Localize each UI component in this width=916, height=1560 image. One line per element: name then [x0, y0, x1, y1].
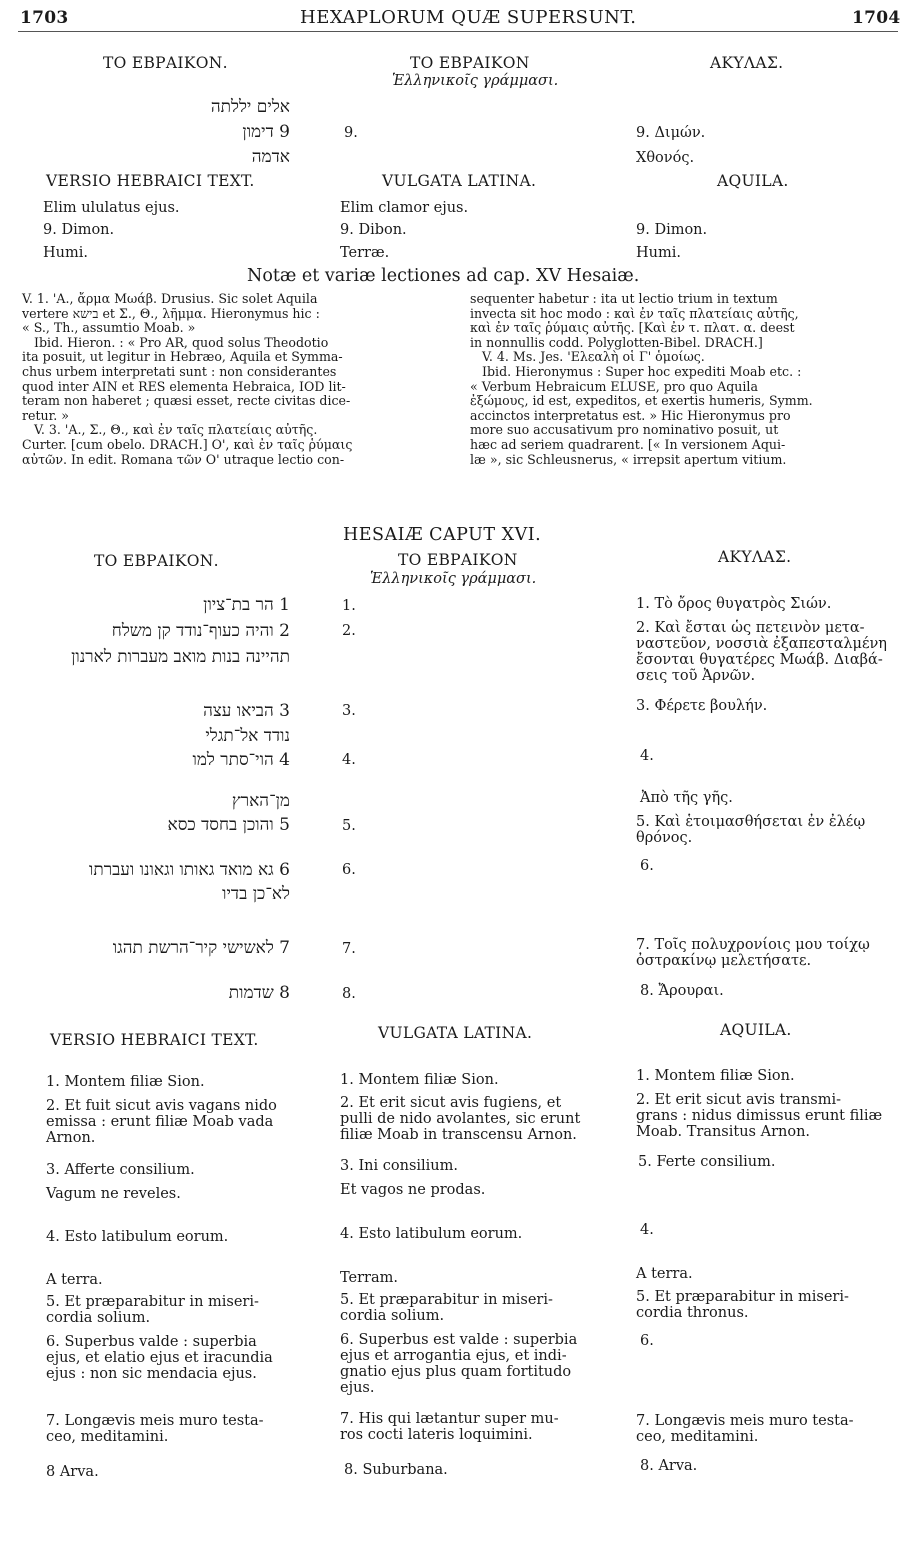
- vulgata-verse: Terram.: [340, 1270, 398, 1286]
- notes-title: Notæ et variæ lectiones ad cap. XV Hesaiæ.: [247, 266, 640, 286]
- versio-verse: 2. Et fuit sicut avis vagans nido emissa : erunt filiæ Moab vada Arnon.: [46, 1098, 277, 1146]
- running-title: HEXAPLORUM QUÆ SUPERSUNT.: [300, 7, 637, 28]
- transliteration-verse: 1.: [342, 598, 356, 614]
- aquila-greek-verse: 6.: [640, 858, 654, 874]
- hebrew-verse: נודד אל־תגלי: [205, 726, 290, 746]
- hebrew-verse: 7 לאשישי קיר־הרשת תהגו: [112, 938, 290, 958]
- column-heading-vulgata: VULGATA LATINA.: [382, 172, 537, 190]
- versio-verse: 1. Montem filiæ Sion.: [46, 1074, 205, 1090]
- notes-column-left: V. 1. 'Α., ἄρμα Μωάβ. Drusius. Sic solet Aquila vertere בישא et Σ., Θ., λῆμμα. Hieronymus hic : « S., Th., assumtio Moab. » Ibid. Hieron. : « Pro AR, quod solus Theodotio ita posuit, ut legitur in Hebræo, Aquila et Symma- chus urbem interpretati sunt : non considerantes quod inter AIN et RES elementa Hebraica, IOD lit- teram non haberet ; quæsi esset, recte civitas dice- retur. » V. 3. 'Α., Σ., Θ., καὶ ἐν ταῖς πλατείαις αὐτῆς. Curter. [cum obelo. DRACH.] Ο', καὶ ἐν ταῖς ῥύμαις αὐτῶν. In edit. Romana τῶν Ο' utraque lectio con-: [22, 291, 353, 467]
- hebrew-verse: 2 והיה כעוף־נודד קן משלח: [111, 621, 290, 641]
- column-heading-aquila: AQUILA.: [720, 1021, 792, 1039]
- versio-verse: 8 Arva.: [46, 1464, 99, 1480]
- aquila-verse: A terra.: [636, 1266, 693, 1282]
- transliteration-verse: 9.: [344, 125, 358, 141]
- aquila-verse: 5. Ferte consilium.: [638, 1154, 776, 1170]
- vulgata-verse: 9. Dibon.: [340, 222, 407, 238]
- versio-verse: 3. Afferte consilium.: [46, 1162, 195, 1178]
- versio-verse: 7. Longævis meis muro testa- ceo, meditamini.: [46, 1413, 264, 1445]
- aquila-greek-verse: Χθονός.: [636, 150, 695, 166]
- transliteration-verse: 4.: [342, 752, 356, 768]
- vulgata-verse: 1. Montem filiæ Sion.: [340, 1072, 499, 1088]
- column-heading-hebrew: ΤΟ ΕΒΡΑΙΚΟΝ.: [94, 552, 219, 570]
- aquila-verse: 1. Montem filiæ Sion.: [636, 1068, 795, 1084]
- hebrew-verse: תהיינה בנות מואב מעברות לארנון: [71, 647, 290, 667]
- aquila-verse: Humi.: [636, 245, 681, 261]
- hebrew-verse: לא־כן בדיו: [222, 884, 290, 904]
- aquila-greek-verse: Ἀπὸ τῆς γῆς.: [640, 790, 733, 806]
- hebrew-verse: מן־הארץ: [231, 791, 290, 811]
- aquila-verse: 2. Et erit sicut avis transmi- grans : nidus dimissus erunt filiæ Moab. Transitus Arnon.: [636, 1092, 883, 1140]
- versio-verse: A terra.: [46, 1272, 103, 1288]
- vulgata-verse: Elim clamor ejus.: [340, 200, 469, 216]
- column-heading-transliteration: ΤΟ ΕΒΡΑΙΚΟΝ: [410, 54, 530, 72]
- column-heading-aquila: AQUILA.: [717, 172, 789, 190]
- column-heading-versio: VERSIO HEBRAICI TEXT.: [50, 1031, 259, 1049]
- versio-verse: 4. Esto latibulum eorum.: [46, 1229, 229, 1245]
- hebrew-verse: 8 שדמות: [228, 983, 290, 1003]
- hebrew-verse: 5 והוכן בחסד כסא: [167, 815, 290, 835]
- column-heading-aquila-greek: ΑΚΥΛΑΣ.: [718, 548, 792, 566]
- aquila-verse: 4.: [640, 1222, 654, 1238]
- transliteration-verse: 8.: [342, 986, 356, 1002]
- vulgata-verse: Et vagos ne prodas.: [340, 1182, 486, 1198]
- hebrew-verse: 6 גא מואד גאותו וגאונו ועברתו: [89, 860, 290, 880]
- hebrew-verse: 4 הוי־סתר למו: [192, 750, 290, 770]
- aquila-greek-verse: 3. Φέρετε βουλήν.: [636, 698, 768, 714]
- hebrew-line: אלים יללתה: [210, 97, 290, 117]
- page-number-left: 1703: [20, 8, 69, 28]
- aquila-greek-verse: 9. Διμών.: [636, 125, 706, 141]
- chapter-title: HESAIÆ CAPUT XVI.: [343, 525, 542, 545]
- hebrew-verse: 3 הביאו עצה: [203, 701, 290, 721]
- vulgata-verse: 7. His qui lætantur super mu- ros cocti lateris loquimini.: [340, 1411, 559, 1443]
- vulgata-verse: 8. Suburbana.: [344, 1462, 448, 1478]
- vulgata-verse: 2. Et erit sicut avis fugiens, et pulli de nido avolantes, sic erunt filiæ Moab in transcensu Arnon.: [340, 1095, 581, 1143]
- versio-verse: 9. Dimon.: [43, 222, 115, 238]
- column-heading-aquila-greek: ΑΚΥΛΑΣ.: [710, 54, 784, 72]
- transliteration-verse: 3.: [342, 703, 356, 719]
- vulgata-verse: 3. Ini consilium.: [340, 1158, 458, 1174]
- aquila-greek-verse: 4.: [640, 748, 654, 764]
- hebrew-verse: 1 הר בת־ציון: [203, 595, 290, 615]
- aquila-verse: 5. Et præparabitur in miseri- cordia thronus.: [636, 1289, 849, 1321]
- transliteration-verse: 7.: [342, 941, 356, 957]
- vulgata-verse: 6. Superbus est valde : superbia ejus et arrogantia ejus, et indi- gnatio ejus plus quam fortitudo ejus.: [340, 1332, 578, 1396]
- column-subheading-transliteration: Ἑλληνικοῖς γράμμασι.: [392, 73, 559, 89]
- column-subheading-transliteration: Ἑλληνικοῖς γράμμασι.: [370, 571, 537, 587]
- aquila-greek-verse: 7. Τοῖς πολυχρονίοις μου τοίχῳ ὀστρακίνῳ μελετήσατε.: [636, 937, 870, 969]
- vulgata-verse: 5. Et præparabitur in miseri- cordia solium.: [340, 1292, 553, 1324]
- column-heading-vulgata: VULGATA LATINA.: [378, 1024, 533, 1042]
- notes-column-right: sequenter habetur : ita ut lectio trium in textum invecta sit hoc modo : καὶ ἐν ταῖς πλατείαις αὐτῆς, καὶ ἐν ταῖς ῥύμαις αὐτῆς. [Καὶ ἐν τ. πλατ. α. deest in nonnullis codd. Polyglotten-Bibel. DRACH.] V. 4. Ms. Jes. 'Ελεαλὴ οἱ Γ' ὁμοίως. Ibid. Hieronymus : Super hoc expediti Moab etc. : « Verbum Hebraicum ELUSE, pro quo Aquila ἐξώμους, id est, expeditos, et exertis humeris, Symm. accinctos interpretatus est. » Hic Hieronymus pro more suo accusativum pro nominativo posuit, ut hæc ad seriem quadrarent. [« In versionem Aqui- læ », sic Schleusnerus, « irrepsit apertum vitium.: [470, 291, 813, 467]
- vulgata-verse: Terræ.: [340, 245, 390, 261]
- aquila-verse: 8. Arva.: [640, 1458, 698, 1474]
- aquila-greek-verse: 8. Ἄρουραι.: [640, 983, 724, 999]
- versio-verse: 6. Superbus valde : superbia ejus, et elatio ejus et iracundia ejus : non sic mendacia ejus.: [46, 1334, 273, 1382]
- versio-verse: 5. Et præparabitur in miseri- cordia solium.: [46, 1294, 259, 1326]
- column-heading-transliteration: ΤΟ ΕΒΡΑΙΚΟΝ: [398, 551, 518, 569]
- versio-verse: Elim ululatus ejus.: [43, 200, 180, 216]
- header-rule: [18, 31, 898, 32]
- transliteration-verse: 2.: [342, 623, 356, 639]
- aquila-greek-verse: 5. Καὶ ἑτοιμασθήσεται ἐν ἐλέῳ θρόνος.: [636, 814, 866, 846]
- aquila-greek-verse: 1. Τὸ ὄρος θυγατρὸς Σιών.: [636, 596, 832, 612]
- versio-verse: Vagum ne reveles.: [46, 1186, 181, 1202]
- aquila-verse: 6.: [640, 1333, 654, 1349]
- versio-verse: Humi.: [43, 245, 88, 261]
- aquila-verse: 9. Dimon.: [636, 222, 708, 238]
- hebrew-line: 9 דימון: [242, 122, 290, 142]
- column-heading-hebrew: ΤΟ ΕΒΡΑΙΚΟΝ.: [103, 54, 228, 72]
- hebrew-line: אדמה: [251, 147, 290, 167]
- aquila-verse: 7. Longævis meis muro testa- ceo, meditamini.: [636, 1413, 854, 1445]
- transliteration-verse: 6.: [342, 862, 356, 878]
- vulgata-verse: 4. Esto latibulum eorum.: [340, 1226, 523, 1242]
- aquila-greek-verse: 2. Καὶ ἔσται ὡς πετεινὸν μετα- ναστεῦον, νοσσιὰ ἐξαπεσταλμένη ἔσονται θυγατέρες Μωάβ. Διαβά- σεις τοῦ Ἀρνῶν.: [636, 620, 887, 684]
- page-number-right: 1704: [852, 8, 901, 28]
- column-heading-versio: VERSIO HEBRAICI TEXT.: [46, 172, 255, 190]
- transliteration-verse: 5.: [342, 818, 356, 834]
